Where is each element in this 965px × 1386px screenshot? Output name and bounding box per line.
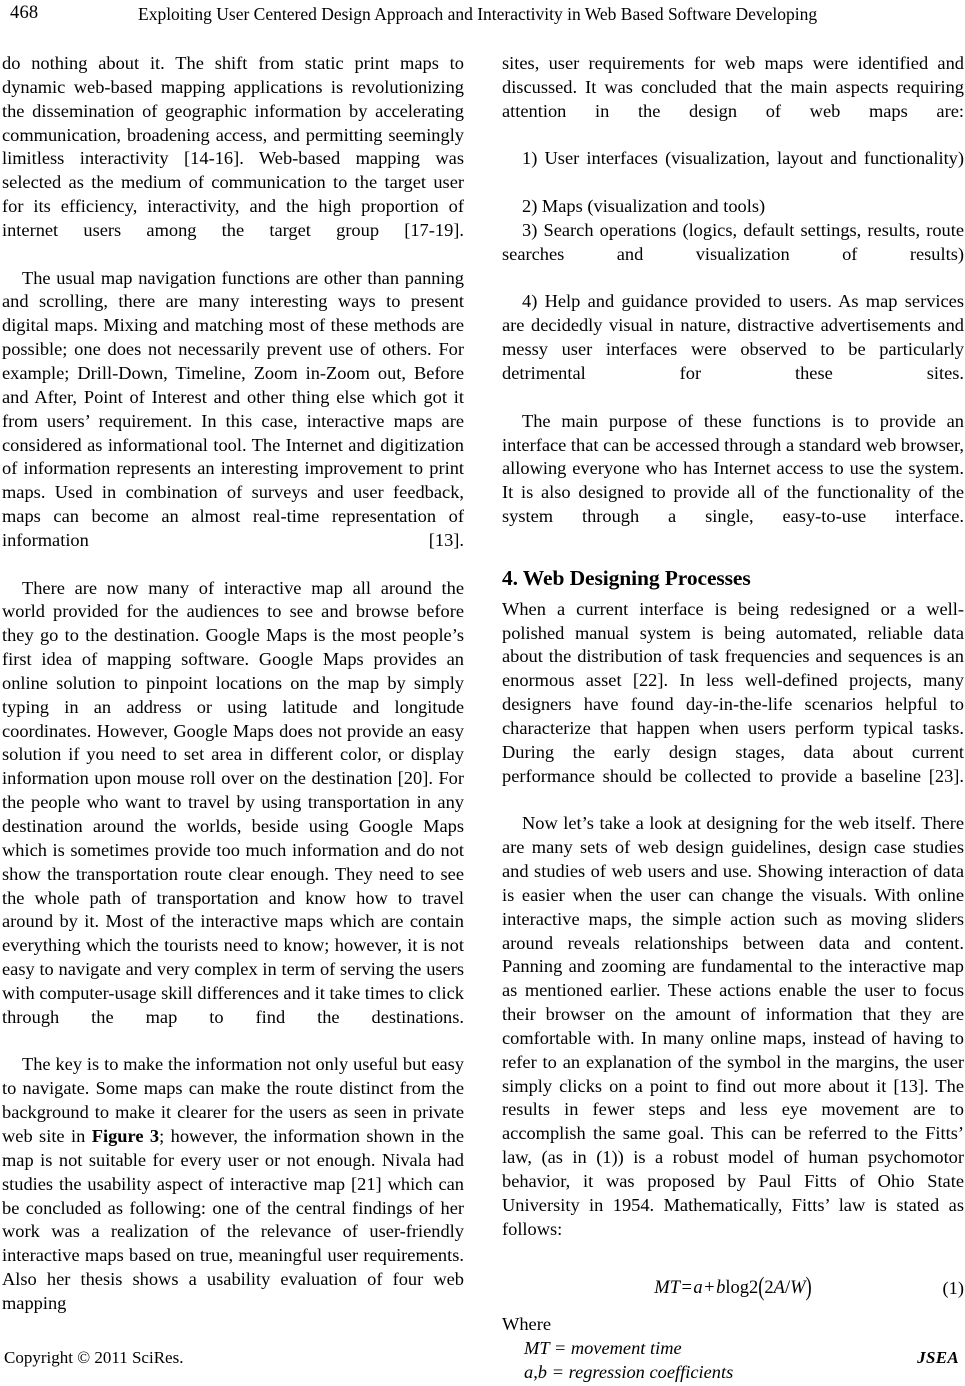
section-heading: 4. Web Designing Processes bbox=[502, 565, 751, 590]
running-head-title: Exploiting User Centered Design Approach and Interactivity in Web Based Software Developing bbox=[138, 4, 818, 24]
equation-coefficient-two: 2 bbox=[764, 1278, 774, 1299]
running-head bbox=[0, 0, 965, 30]
where-label: Where bbox=[502, 1314, 552, 1335]
equation-number: (1) bbox=[942, 1278, 964, 1299]
paragraph: The usual map navigation functions are other than panning and scrolling, there are many interesting ways to present digital maps. Mixing and matching most of these methods are possible; one does not necessarily prevent use of others. For example; Drill-Down, Timeline, Zoom in-Zoom out, Before and After, Point of Interest and other thing else which got it from users’ requirement. In this case, interactive maps are considered as informational tool. The Internet and digitization of information represents an interesting improvement to print maps. Used in combination of surveys and user feedback, maps can become an almost real-time representation of information [13]. bbox=[2, 267, 464, 550]
page-footer bbox=[0, 1348, 965, 1372]
paragraph: The main purpose of these functions is to provide an interface that can be accessed through a standard web browser, allowing everyone who has Internet access to use the system. It is also designed to provide all of the functionality of the system through a single, easy-to-use interface. bbox=[502, 410, 964, 527]
equation-term-amplitude: A bbox=[773, 1278, 785, 1299]
paragraph-text-before-figure-ref: The key is to make the information not only useful but easy to navigate. Some maps can make the route distinct from the background to make it clearer for the users as seen in private web site in bbox=[2, 1054, 464, 1146]
right-column bbox=[502, 52, 964, 1385]
paragraph: do nothing about it. The shift from static print maps to dynamic web-based mapping applications is revolutionizing the dissemination of geographic information by accelerating communication, broadening access, and permitting seemingly limitless interactivity [14-16]. Web-based mapping was selected as the medium of communication to the target user for its efficiency, interactivity, and the high proportion of internet users among the target group [17-19]. bbox=[2, 53, 464, 240]
paragraph-with-figure-reference bbox=[2, 1053, 464, 1339]
paragraph: Now let’s take a look at designing for the web itself. There are many sets of web design guidelines, design case studies and studies of web users and use. Showing interaction of data is easier when the user can change the visuals. With online interactive maps, the simple action such as moving sliders around reveals relationships between data and content. Panning and zooming are fundamental to the interactive map as mentioned earlier. These actions enable the user to focus their browser on the amount of information that they are comfortable with. In many online maps, instead of having to refer to an explanation of the symbol in the margins, the user simply clicks on a point to find out more about it [13]. The results in fewer steps and less eye movement are to accomplish the same goal. This can be referred to the Fitts’ law, (as in (1)) is a robust model of human psychomotor behavior, it was proposed by Paul Fitts of Ohio State University in 1954. Mathematically, Fitts’ law is stated as follows: bbox=[502, 813, 964, 1239]
where-definition-line: a,b = regression coefficients bbox=[524, 1362, 734, 1383]
numbered-list-item: 4) Help and guidance provided to users. As map services are decidedly visual in nature, distractive advertisements and messy user interfaces were observed to be particularly detrimental for these sites. bbox=[502, 291, 964, 383]
equation-term-b: b bbox=[716, 1278, 726, 1299]
paragraph: When a current interface is being redesigned or a well-polished manual system is being automated, reliable data about the distribution of task frequencies and sequences is an enormous asset [22]. In less well-defined projects, many designers have found day-in-the-life scenarios helpful to characterize that happen when users perform typical tasks. During the early design stages, data about current performance should be collected to provide a baseline [23]. bbox=[502, 598, 964, 786]
equation-slash: / bbox=[784, 1278, 791, 1299]
paragraph: There are now many of interactive map all around the world provided for the audiences to see and browse before they go to the destination. Google Maps is the most people’s first idea of mapping software. Google Maps provides an online solution to pinpoint locations on the map by simply typing in an address or using latitude and longitude coordinates. However, Google Maps does not provide an easy solution if you need to set area in different color, or display information upon mouse roll over on the destination [20]. For the people who want to travel by using transportation in any destination around the worlds, beside using Google Maps which is sometimes provide too much information and do not show the transportation route clear enough. They need to see the whole path of transportation and know how to travel around by it. Most of the interactive maps which are contain everything which the tourists need to know; however, it is not easy to navigate and very complex in term of serving the users with computer-usage skill differences and it take times to click through the map to find the destinations. bbox=[2, 577, 464, 1027]
paragraph-text-after-figure-ref: ; however, the information shown in the map is not suitable for every user or not enough. Nivala had studies the usability aspect of interactive map [21] which can be concluded as following: one of the central findings of her work was a realization of the relevance of user-friendly interactive maps based on true, meaningful user requirements. Also her thesis shows a usability evaluation of four web mapping bbox=[2, 1125, 464, 1313]
equation-fitts-law bbox=[502, 1272, 964, 1302]
equation-plus: + bbox=[704, 1278, 715, 1299]
equation-log-base: 2 bbox=[749, 1278, 759, 1299]
display-equation-row bbox=[502, 1272, 964, 1307]
equation-log: log bbox=[725, 1278, 749, 1299]
left-column bbox=[2, 52, 464, 1340]
equation-close-paren: ) bbox=[805, 1272, 812, 1302]
equation-open-paren: ( bbox=[758, 1272, 765, 1302]
equation-equals: = bbox=[681, 1278, 692, 1299]
equation-term-width: W bbox=[790, 1278, 806, 1299]
journal-abbreviation: JSEA bbox=[917, 1348, 959, 1367]
numbered-list-item: 1) User interfaces (visualization, layout and functionality) bbox=[522, 148, 964, 169]
page-number: 468 bbox=[10, 3, 39, 23]
numbered-list-item: 3) Search operations (logics, default settings, results, route searches and visualization of results) bbox=[502, 219, 964, 264]
paragraph: sites, user requirements for web maps were identified and discussed. It was concluded that the main aspects requiring attention in the design of web maps are: bbox=[502, 53, 964, 121]
where-definition-line: MT = movement time bbox=[524, 1338, 682, 1359]
figure-reference[interactable]: Figure 3 bbox=[91, 1125, 160, 1146]
copyright-notice: Copyright © 2011 SciRes. bbox=[4, 1348, 184, 1367]
numbered-list-item: 2) Maps (visualization and tools) bbox=[522, 196, 766, 217]
equation-term-mt: MT bbox=[654, 1278, 680, 1299]
equation-term-a: a bbox=[693, 1278, 703, 1299]
